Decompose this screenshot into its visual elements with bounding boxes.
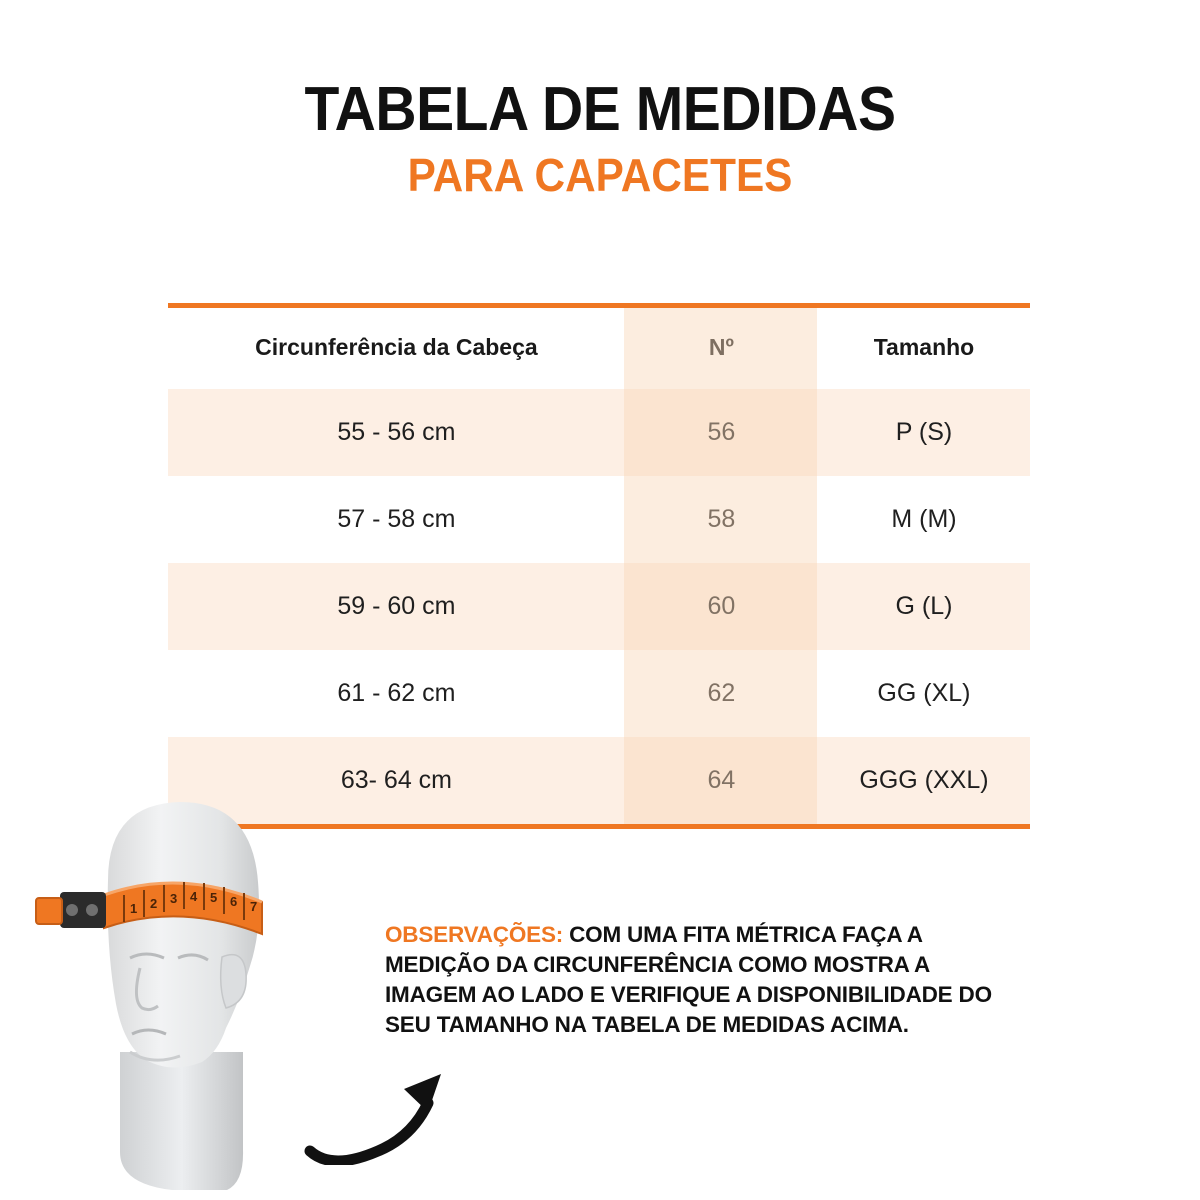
svg-text:3: 3 (170, 891, 178, 906)
cell-number: 60 (625, 563, 818, 650)
column-header-circumference: Circunferência da Cabeça (255, 334, 538, 360)
table-row (168, 563, 1030, 650)
observations-label: OBSERVAÇÕES: (385, 922, 564, 947)
cell-circumference: 61 - 62 cm (168, 650, 625, 737)
svg-text:1: 1 (130, 901, 138, 916)
cell-size: M (M) (818, 476, 1030, 563)
table-row (168, 389, 1030, 476)
observations-text: COM UMA FITA MÉTRICA FAÇA A MEDIÇÃO DA CIRCUNFERÊNCIA COMO MOSTRA A IMAGEM AO LADO E VERIFIQUE A DISPONIBILIDADE DO SEU TAMANHO NA TABELA DE MEDIDAS ACIMA. (385, 922, 992, 1037)
cell-number: 64 (625, 737, 818, 824)
cell-size: GGG (XXL) (818, 737, 1030, 824)
observations-block (385, 920, 1010, 1040)
size-table-container (168, 303, 1030, 829)
svg-text:6: 6 (230, 894, 238, 909)
column-header-size: Tamanho (873, 334, 975, 360)
cell-circumference: 55 - 56 cm (168, 389, 625, 476)
table-row (168, 476, 1030, 563)
mannequin-head-icon (12, 752, 342, 1192)
arrow-pointing-to-figure (300, 1055, 460, 1165)
svg-text:7: 7 (250, 899, 258, 914)
cell-size: GG (XL) (818, 650, 1030, 737)
column-header-number: Nº (708, 334, 734, 360)
svg-text:5: 5 (210, 890, 218, 905)
page-title: TABELA DE MEDIDAS (304, 75, 896, 144)
cell-circumference: 63- 64 cm (168, 737, 625, 824)
size-table (168, 308, 1030, 824)
curved-arrow-icon (300, 1055, 460, 1165)
mannequin-figure (12, 752, 342, 1192)
svg-text:4: 4 (190, 889, 198, 904)
table-header-row (168, 308, 1030, 389)
cell-size: G (L) (818, 563, 1030, 650)
title-block (0, 0, 1200, 200)
cell-circumference: 57 - 58 cm (168, 476, 625, 563)
table-row (168, 650, 1030, 737)
cell-circumference: 59 - 60 cm (168, 563, 625, 650)
cell-number: 62 (625, 650, 818, 737)
svg-text:2: 2 (150, 896, 158, 911)
page-subtitle: PARA CAPACETES (407, 149, 793, 202)
cell-number: 56 (625, 389, 818, 476)
cell-size: P (S) (818, 389, 1030, 476)
cell-number: 58 (625, 476, 818, 563)
